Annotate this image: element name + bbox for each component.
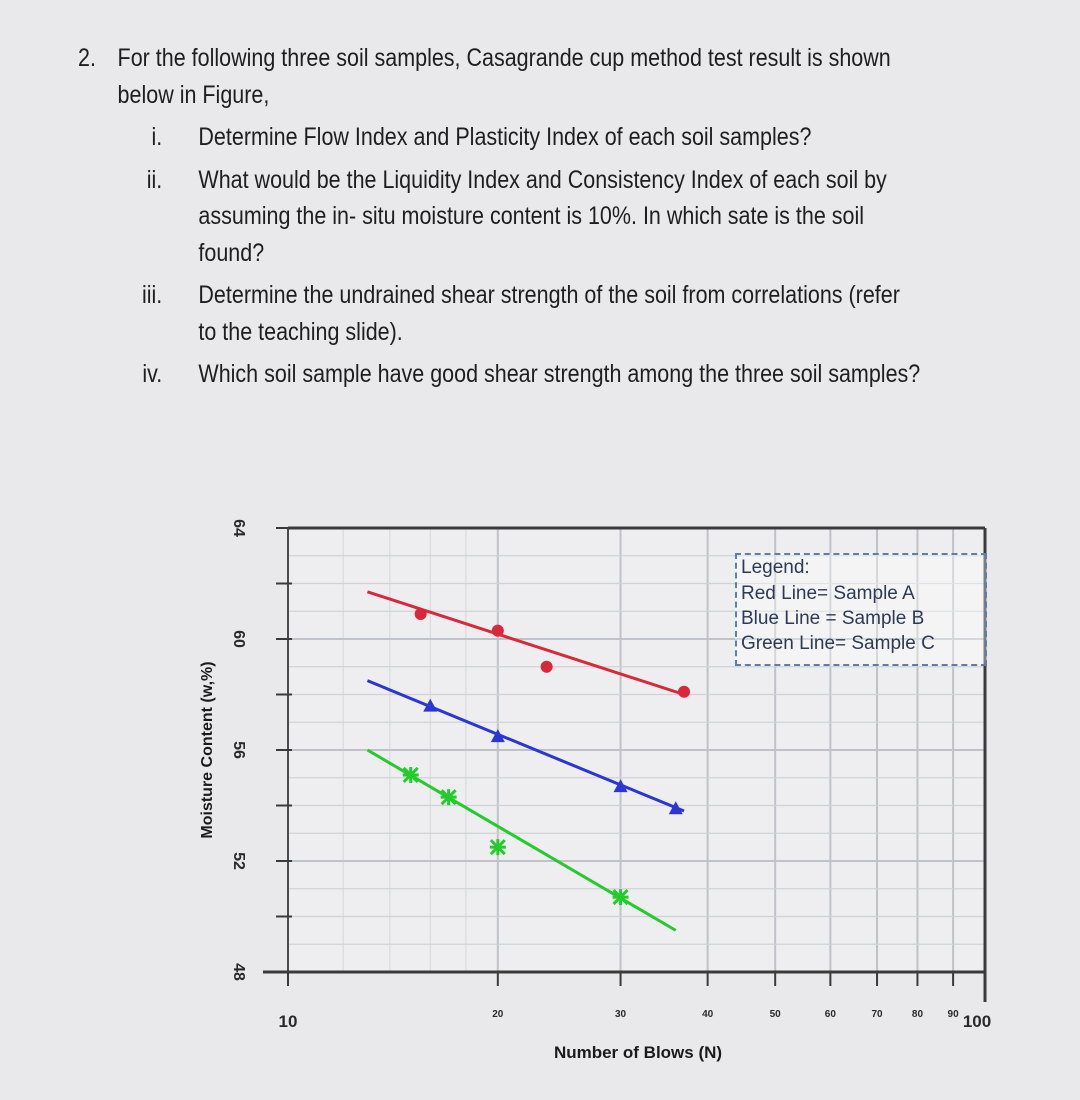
x-tick-label: 60 xyxy=(824,1009,836,1020)
data-point xyxy=(415,608,427,620)
x-tick-label: 40 xyxy=(702,1009,714,1020)
item-text: Determine Flow Index and Plasticity Index of each soil samples? xyxy=(198,123,812,151)
legend-entry-sample-b: Blue Line = Sample B xyxy=(741,608,925,629)
item-marker: iv. xyxy=(142,360,163,388)
x-axis-title: Number of Blows (N) xyxy=(553,1043,723,1062)
data-point xyxy=(613,889,629,905)
x-tick-label: 10 xyxy=(278,1012,298,1031)
y-tick-label: 56 xyxy=(229,741,247,759)
question-text: For the following three soil samples, Casagrande cup method test result is shown below in Figure, xyxy=(117,44,891,109)
data-point xyxy=(403,767,419,783)
x-tick-label: 30 xyxy=(614,1009,627,1020)
item-marker: iii. xyxy=(141,281,163,309)
data-point xyxy=(541,661,553,673)
x-tick-label: 100 xyxy=(962,1012,992,1031)
item-marker: i. xyxy=(151,123,163,151)
x-tick-label: 50 xyxy=(769,1009,781,1020)
legend-title: Legend: xyxy=(741,557,810,578)
x-tick-label: 70 xyxy=(871,1009,883,1020)
data-point xyxy=(492,625,504,637)
x-tick-label: 80 xyxy=(911,1009,924,1020)
data-point xyxy=(441,789,457,805)
legend-entry-sample-c: Green Line= Sample C xyxy=(741,633,935,654)
item-text: Which soil sample have good shear strength among the three soil samples? xyxy=(198,360,921,388)
x-tick-label: 20 xyxy=(492,1009,504,1020)
item-marker: ii. xyxy=(146,165,163,194)
data-point xyxy=(490,839,506,855)
x-tick-label: 90 xyxy=(947,1009,959,1020)
y-axis-title: Moisture Content (w,%) xyxy=(199,661,216,839)
question-number: 2. xyxy=(78,44,96,72)
y-tick-label: 48 xyxy=(229,963,247,981)
chart-legend xyxy=(735,553,987,666)
item-text: What would be the Liquidity Index and Consistency Index of each soil by assuming the in- situ moisture content is 10%. In which sate is the soil found? xyxy=(198,165,887,267)
y-tick-label: 64 xyxy=(229,519,247,537)
y-tick-label: 52 xyxy=(229,852,247,870)
item-text: Determine the undrained shear strength of the soil from correlations (refer to the teaching slide). xyxy=(198,281,900,346)
y-tick-label: 60 xyxy=(229,630,247,648)
data-point xyxy=(678,686,690,698)
legend-entry-sample-a: Red Line= Sample A xyxy=(741,583,915,604)
